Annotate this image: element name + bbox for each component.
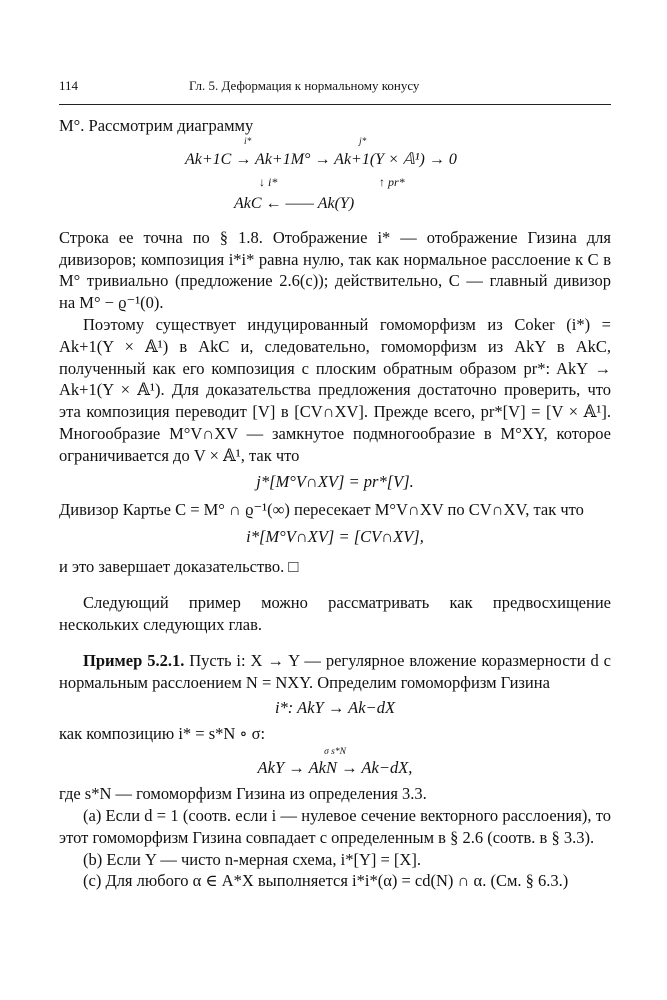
item-c: (c) Для любого α ∈ A*X выполняется i*i*(α) = cd(N) ∩ α. (См. § 6.3.) <box>83 871 569 891</box>
commutative-diagram <box>59 137 611 227</box>
example-text: Пусть i: X → Y — регулярное вложение коразмерности d с нормальным расслоением N = NXY. Определим гомоморфизм Гизина <box>59 650 611 692</box>
page-header <box>59 78 611 105</box>
diagram-row-1: Ak+1C → Ak+1M° → Ak+1(Y × 𝔸¹) → 0 <box>185 150 457 168</box>
paragraph-4: и это завершает доказательство. □ <box>59 557 299 577</box>
running-head: Гл. 5. Деформация к нормальному конусу <box>189 78 420 93</box>
paragraph-1: Строка ее точна по § 1.8. Отображение i* — отображение Гизина для дивизоров; композиция i*i* равна нулю, так как нормальное расслоение к C в M° тривиально (предложение 2.6(c)); действительно, C — главный дивизор на M° − ϱ⁻¹(0). <box>59 227 611 313</box>
equation-1: j*[M°V∩XV] = pr*[V]. <box>256 471 414 491</box>
diagram-label-i: i* <box>244 136 252 147</box>
example-title: Пример 5.2.1. <box>83 650 185 670</box>
equation-2: i*[M°V∩XV] = [CV∩XV], <box>246 527 424 547</box>
item-b: (b) Если Y — чисто n-мерная схема, i*[Y] = [X]. <box>83 849 421 869</box>
diagram-down-arrow: ↓ i* <box>259 174 278 189</box>
paragraph-2: Поэтому существует индуцированный гомоморфизм из Coker (i*) = Ak+1(Y × 𝔸¹) в AkC и, следовательно, гомоморфизм из AkY в AkC, полученный как его композиция с плоским обратным образом pr*: AkY → Ak+1(Y × 𝔸¹). Для доказательства предложения достаточно проверить, что эта композиция переводит [V] в [CV∩XV]. Прежде всего, pr*[V] = [V × 𝔸¹]. Многообразие M°V∩XV — замкнутое подмногообразие в M°XY, которое ограничивается до V × 𝔸¹, так что <box>59 314 611 465</box>
page <box>59 78 611 892</box>
diagram-label-j: j* <box>359 136 367 147</box>
item-a: (a) Если d = 1 (соотв. если i — нулевое сечение векторного расслоения), то этот гомоморфизм Гизина совпадает с определенным в § 2.6 (соотв. в § 3.3). <box>59 805 611 847</box>
example-paragraph <box>59 650 611 694</box>
intro-line: M°. Рассмотрим диаграмму <box>59 116 254 135</box>
paragraph-8: где s*N — гомоморфизм Гизина из определения 3.3. <box>59 784 427 804</box>
page-number: 114 <box>59 78 79 93</box>
paragraph-5: Следующий пример можно рассматривать как предвосхищение нескольких следующих глав. <box>59 593 611 634</box>
paragraph-3: Дивизор Картье C = M° ∩ ϱ⁻¹(∞) пересекает M°V∩XV по CV∩XV, так что <box>59 499 584 519</box>
equation-3: i*: AkY → Ak−dX <box>274 698 396 718</box>
equation-4-labels: σ s*N <box>324 747 346 758</box>
equation-4: AkY → AkN → Ak−dX, <box>257 758 413 778</box>
paragraph-7: как композицию i* = s*N ∘ σ: <box>59 724 266 744</box>
diagram-row-2: AkC ← —— Ak(Y) <box>234 194 355 212</box>
diagram-up-arrow: ↑ pr* <box>379 174 405 189</box>
